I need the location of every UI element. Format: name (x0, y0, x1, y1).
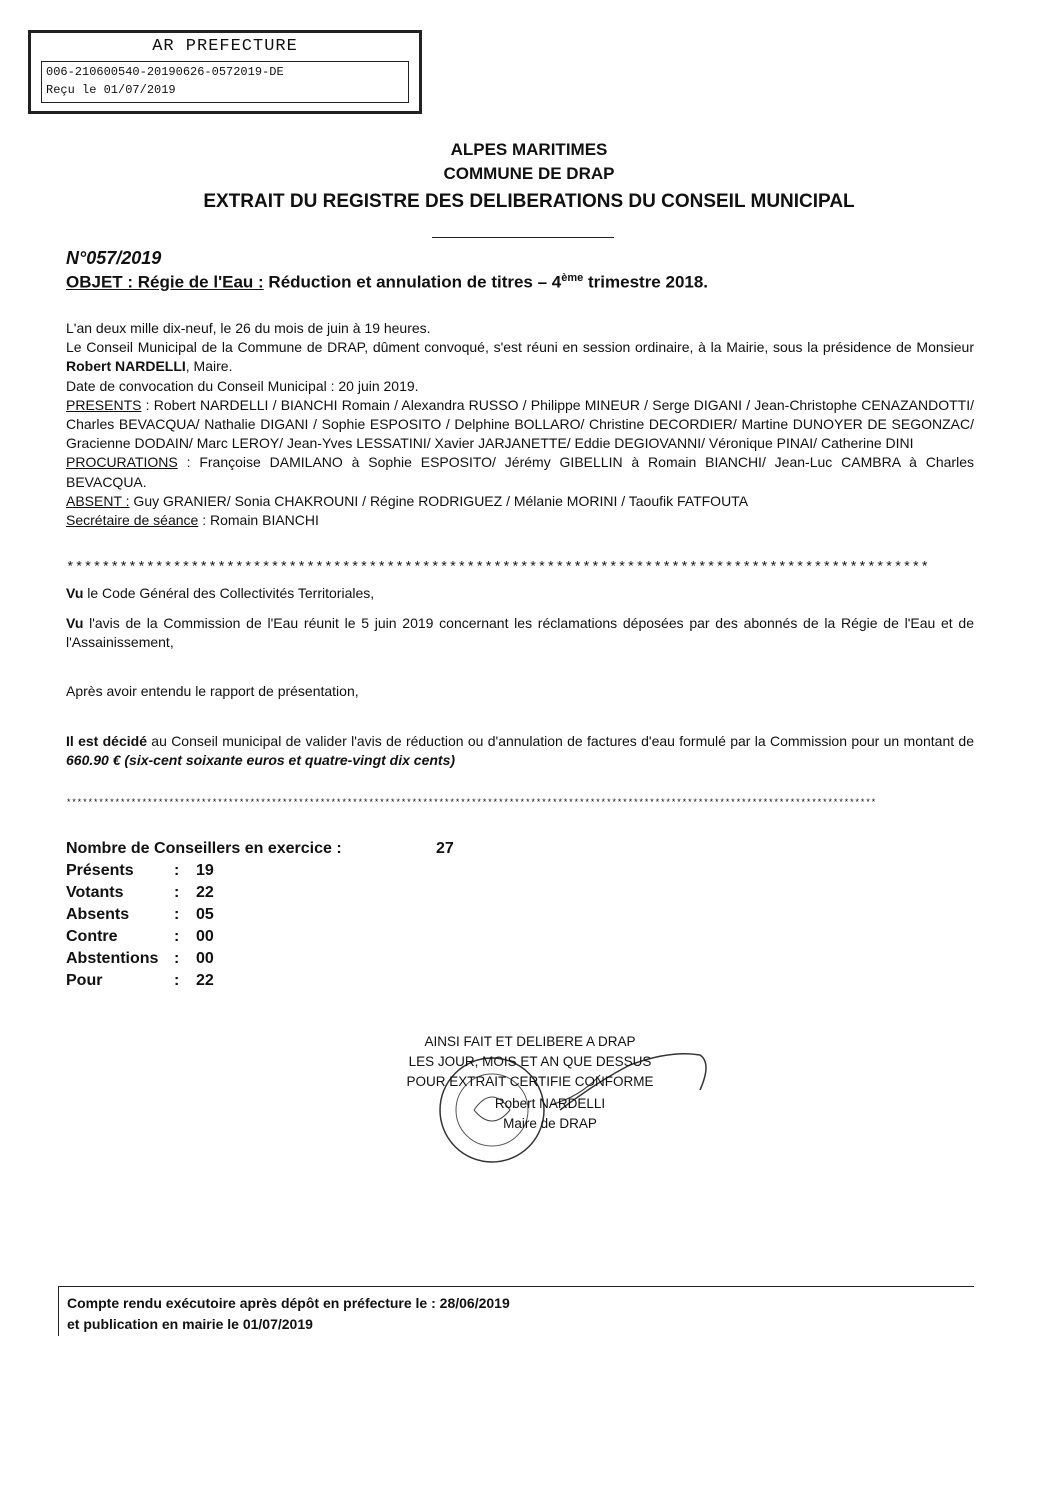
stat-row: Absents : 05 (66, 906, 214, 923)
ar-received-date: Reçu le 01/07/2019 (46, 83, 176, 97)
deliberation-object (66, 272, 708, 293)
decision: Il est décidé au Conseil municipal de valider l'avis de réduction ou d'annulation de factures d'eau formulé par la Commission pour un montant de 660.90 € (six-cent soixante euros et quatre-vingt dix cents) (66, 733, 974, 769)
object-label: OBJET : Régie de l'Eau : (66, 272, 264, 292)
department-heading: ALPES MARITIMES (450, 140, 608, 159)
secretary: Secrétaire de séance : Romain BIANCHI (66, 512, 319, 529)
footer-prefecture-line: Compte rendu exécutoire après dépôt en préfecture le : 28/06/2019 (67, 1295, 510, 1311)
document-title: EXTRAIT DU REGISTRE DES DELIBERATIONS DU CONSEIL MUNICIPAL (203, 191, 855, 212)
stat-row: Contre : 00 (66, 928, 214, 945)
star-divider-small: ****************************************************************************************************************************************************** (66, 798, 877, 808)
apres-rapport: Après avoir entendu le rapport de présentation, (66, 683, 359, 699)
star-divider: ************************************************************************************************* (66, 560, 930, 576)
footer-publication-line: et publication en mairie le 01/07/2019 (67, 1316, 313, 1332)
session-date: L'an deux mille dix-neuf, le 26 du mois de juin à 19 heures. (66, 320, 431, 336)
presents-list: PRESENTS : Robert NARDELLI / BIANCHI Romain / Alexandra RUSSO / Philippe MINEUR / Serge DIGANI / Jean-Christophe CENAZANDOTTI/ Charles BEVACQUA/ Nathalie DIGANI / Sophie ESPOSITO / Delphine BOLLARO/ Christine DECORDIER/ Martine DUNOYER DE SEGONZAC/ Gracienne DODAIN/ Marc LEROY/ Jean-Yves LESSATINI/ Xavier JARJANETTE/ Eddie DEGIOVANNI/ Véronique PINAI/ Catherine DINI (66, 396, 974, 452)
object-end: trimestre 2018. (583, 272, 709, 292)
object-superscript: ème (561, 272, 584, 284)
amount: 660.90 € (six-cent soixante euros et quatre-vingt dix cents) (66, 752, 456, 769)
ar-reference: 006-210600540-20190626-0572019-DE (46, 65, 284, 79)
stat-exercice: Nombre de Conseillers en exercice : 27 (66, 840, 454, 857)
session-convened: Le Conseil Municipal de la Commune de DRAP, dûment convoqué, s'est réuni en session ordinaire, à la Mairie, sous la présidence de Monsieur Robert NARDELLI, Maire. (66, 339, 974, 375)
object-text: Réduction et annulation de titres – 4 (263, 272, 562, 292)
vote-statistics (66, 838, 454, 992)
commune-heading: COMMUNE DE DRAP (443, 164, 615, 183)
signatory-name: Robert NARDELLI (494, 1096, 606, 1111)
stat-row: Pour : 22 (66, 972, 214, 989)
stat-row: Votants : 22 (66, 884, 214, 901)
ar-prefecture-stamp (28, 30, 422, 114)
stat-row: Abstentions : 00 (66, 950, 214, 967)
ar-title: AR PREFECTURE (152, 37, 298, 56)
signatory-role: Maire de DRAP (503, 1116, 597, 1131)
signature-line3: POUR EXTRAIT CERTIFIE CONFORME (406, 1074, 654, 1089)
signature-block (380, 1032, 680, 1134)
president-name: Robert NARDELLI (66, 358, 186, 375)
procurations-list: PROCURATIONS : Françoise DAMILANO à Sophie ESPOSITO/ Jérémy GIBELLIN à Romain BIANCHI/ Jean-Luc CAMBRA à Charles BEVACQUA. (66, 454, 974, 490)
vu-commission: Vu l'avis de la Commission de l'Eau réunit le 5 juin 2019 concernant les réclamations déposées par des abonnés de la Régie de l'Eau et de l'Assainissement, (66, 615, 974, 651)
session-block (66, 319, 974, 530)
convocation-date: Date de convocation du Conseil Municipal : 20 juin 2019. (66, 377, 419, 394)
signature-line1: AINSI FAIT ET DELIBERE A DRAP (424, 1034, 636, 1049)
absent-list: ABSENT : Guy GRANIER/ Sonia CHAKROUNI / Régine RODRIGUEZ / Mélanie MORINI / Taoufik FATFOUTA (66, 492, 749, 509)
stat-row: Présents : 19 (66, 862, 214, 879)
title-divider (432, 237, 614, 238)
ar-reference-box (41, 61, 409, 103)
deliberation-number: N°057/2019 (66, 248, 162, 268)
footer-box (58, 1286, 974, 1336)
signature-line2: LES JOUR, MOIS ET AN QUE DESSUS (408, 1054, 652, 1069)
vu-code: Vu le Code Général des Collectivités Territoriales, (66, 585, 375, 601)
